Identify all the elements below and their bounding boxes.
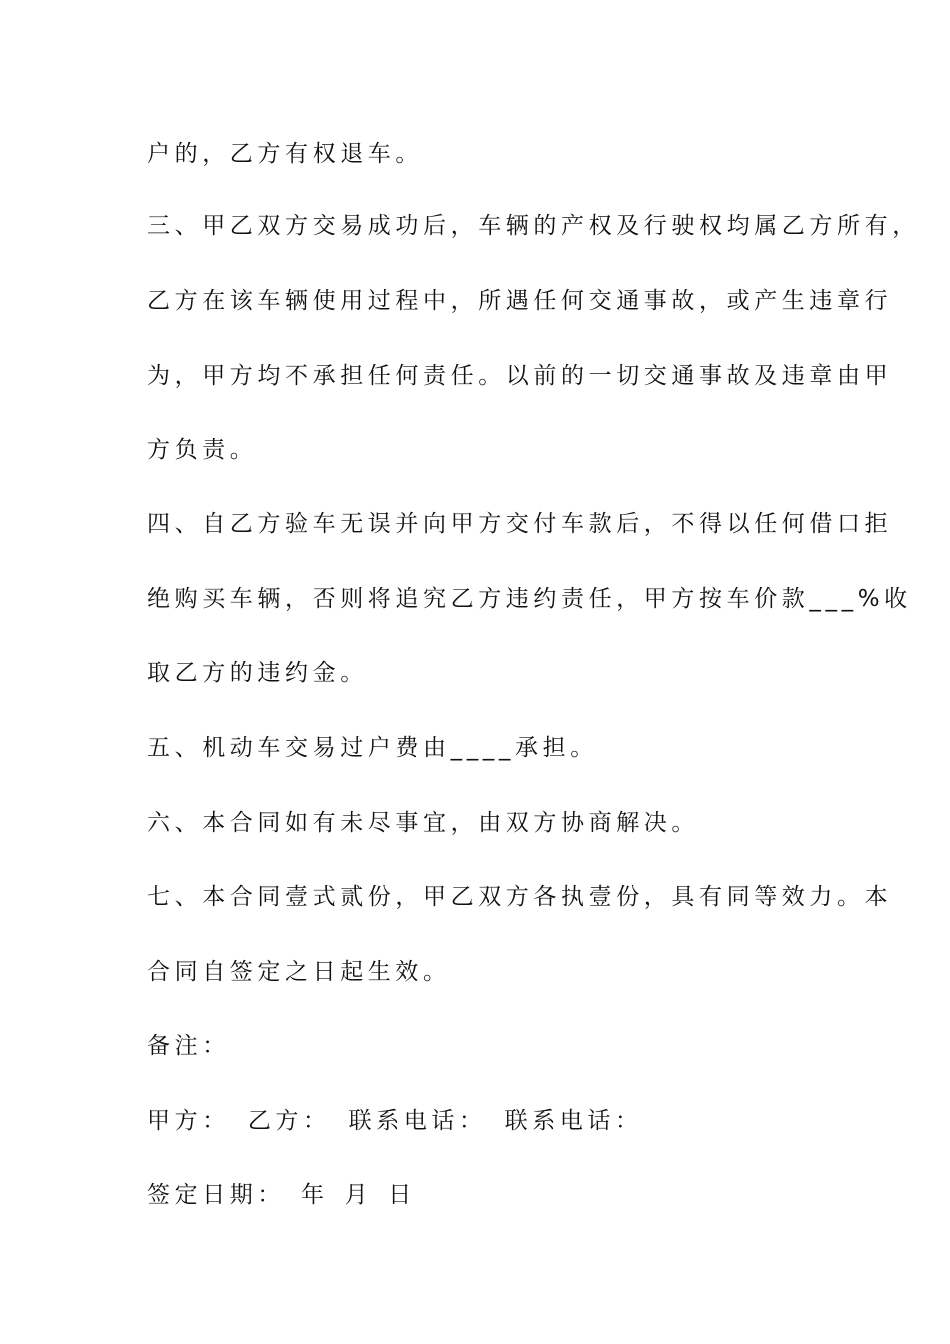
date-day: 日 bbox=[388, 1182, 416, 1208]
clause-4-line-3: 取乙方的违约金。 bbox=[147, 660, 368, 686]
clause-4-line-2: 绝购买车辆，否则将追究乙方违约责任，甲方按车价款___%收 bbox=[147, 586, 912, 612]
clause-5: 五、机动车交易过户费由____承担。 bbox=[147, 735, 598, 761]
party-a-label: 甲方： bbox=[147, 1108, 230, 1134]
date-row bbox=[147, 1180, 827, 1210]
date-label: 签定日期： bbox=[147, 1182, 285, 1208]
clause-3-line-4: 方负责。 bbox=[147, 437, 258, 463]
phone-a-label: 联系电话： bbox=[348, 1108, 487, 1134]
date-month: 月 bbox=[344, 1182, 373, 1208]
phone-b-label: 联系电话： bbox=[504, 1108, 643, 1134]
body-line-1: 户的，乙方有权退车。 bbox=[147, 141, 423, 167]
clause-3-line-2: 乙方在该车辆使用过程中，所遇任何交通事故，或产生违章行 bbox=[147, 288, 893, 314]
clause-3-line-1: 三、甲乙双方交易成功后，车辆的产权及行驶权均属乙方所有， bbox=[147, 213, 920, 239]
clause-6: 六、本合同如有未尽事宜，由双方协商解决。 bbox=[147, 810, 699, 836]
party-b-label: 乙方： bbox=[247, 1108, 331, 1134]
clause-7-line-1: 七、本合同壹式贰份，甲乙双方各执壹份，具有同等效力。本 bbox=[147, 884, 893, 910]
clause-7-line-2: 合同自签定之日起生效。 bbox=[147, 959, 451, 985]
clause-3-line-3: 为，甲方均不承担任何责任。以前的一切交通事故及违章由甲 bbox=[147, 363, 893, 389]
clause-4-line-1: 四、自乙方验车无误并向甲方交付车款后，不得以任何借口拒 bbox=[147, 511, 893, 537]
signature-row bbox=[147, 1106, 827, 1136]
remarks-label: 备注： bbox=[147, 1033, 230, 1059]
date-year: 年 bbox=[301, 1182, 329, 1208]
